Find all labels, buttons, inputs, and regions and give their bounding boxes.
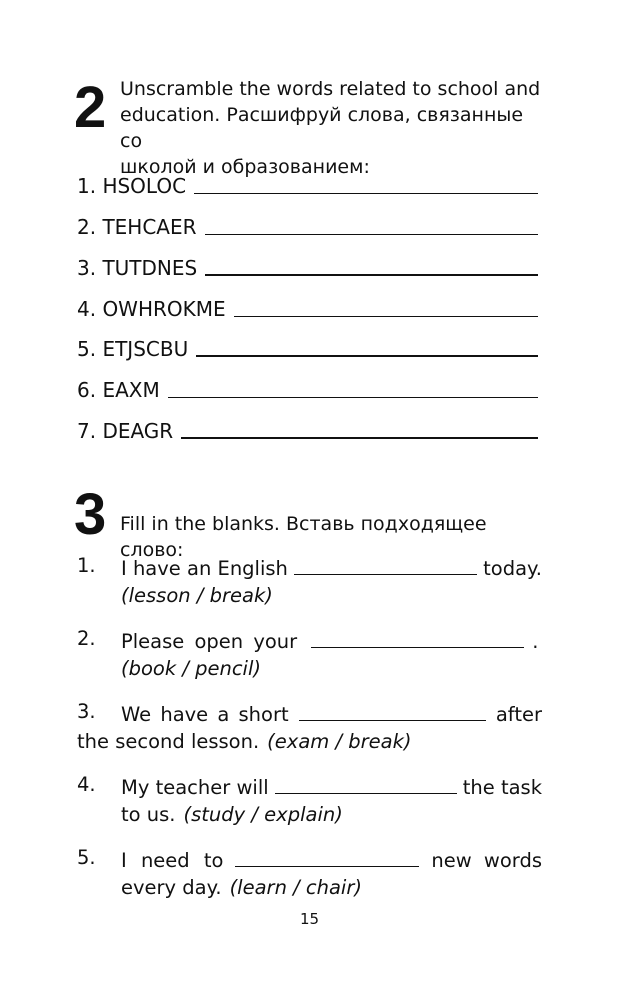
fill-blank-item <box>77 554 542 610</box>
answer-line[interactable] <box>168 397 538 398</box>
sentence-continuation: to us. <box>121 803 176 826</box>
unscramble-item <box>77 213 538 239</box>
unscramble-item <box>77 335 538 361</box>
answer-line[interactable] <box>234 316 538 317</box>
answer-blank[interactable] <box>294 574 477 575</box>
sentence-end: new words <box>431 849 542 872</box>
sentence-start: Please open your <box>121 630 298 653</box>
sentence-continuation: every day. <box>121 876 222 899</box>
sentence-end: after <box>495 703 542 726</box>
instruction-line: education. Расшифруй слова, связанные со <box>120 104 524 152</box>
item-number: 5. <box>77 846 96 869</box>
answer-line[interactable] <box>194 193 538 194</box>
answer-blank[interactable] <box>311 647 524 648</box>
word-choice-hint: (lesson / break) <box>121 584 273 607</box>
word-choice-hint: (learn / chair) <box>229 876 362 899</box>
sentence-start: I need to <box>121 849 224 872</box>
unscramble-item <box>77 376 538 402</box>
scrambled-word: 6. EAXM <box>77 378 160 402</box>
item-number: 3. <box>77 700 96 723</box>
answer-line[interactable] <box>181 437 538 439</box>
unscramble-item <box>77 295 538 321</box>
instruction-line: школой и образованием: <box>120 156 370 178</box>
answer-line[interactable] <box>196 355 538 357</box>
unscramble-item <box>77 417 538 443</box>
answer-line[interactable] <box>205 234 538 235</box>
page-number: 15 <box>299 910 320 928</box>
sentence-start: We have a short <box>121 703 289 726</box>
scrambled-word: 1. HSOLOC <box>77 174 187 198</box>
item-number: 1. <box>77 554 96 577</box>
answer-line[interactable] <box>205 274 538 276</box>
fill-blank-item <box>77 773 542 829</box>
exercise-2-number: 2 <box>74 75 107 140</box>
item-number: 4. <box>77 773 96 796</box>
sentence-end: today. <box>483 557 542 580</box>
scrambled-word: 5. ETJSCBU <box>77 337 189 361</box>
instruction-line: Unscramble the words related to school and <box>120 78 541 100</box>
answer-blank[interactable] <box>299 720 486 721</box>
unscramble-item <box>77 254 538 280</box>
sentence-end: the task <box>462 776 542 799</box>
sentence-end: . <box>532 630 539 653</box>
word-choice-hint: (exam / break) <box>267 730 412 753</box>
scrambled-word: 7. DEAGR <box>77 419 174 443</box>
sentence-continuation: the second lesson. <box>77 730 260 753</box>
fill-blank-item <box>77 627 542 683</box>
exercise-2-instruction <box>120 76 550 180</box>
exercise-3-number: 3 <box>74 482 107 547</box>
sentence-start: I have an English <box>121 557 288 580</box>
word-choice-hint: (study / explain) <box>183 803 343 826</box>
answer-blank[interactable] <box>275 793 457 794</box>
scrambled-word: 4. OWHROKME <box>77 297 226 321</box>
fill-blank-item <box>77 700 542 756</box>
fill-blank-item <box>77 846 542 902</box>
answer-blank[interactable] <box>235 866 419 867</box>
scrambled-word: 2. TEHCAER <box>77 215 197 239</box>
word-choice-hint: (book / pencil) <box>121 657 262 680</box>
item-number: 2. <box>77 627 96 650</box>
exercise-3-instruction: Fill in the blanks. Вставь подходящее слово: <box>120 513 487 561</box>
sentence-start: My teacher will <box>121 776 269 799</box>
scrambled-word: 3. TUTDNES <box>77 256 198 280</box>
unscramble-item <box>77 172 538 198</box>
